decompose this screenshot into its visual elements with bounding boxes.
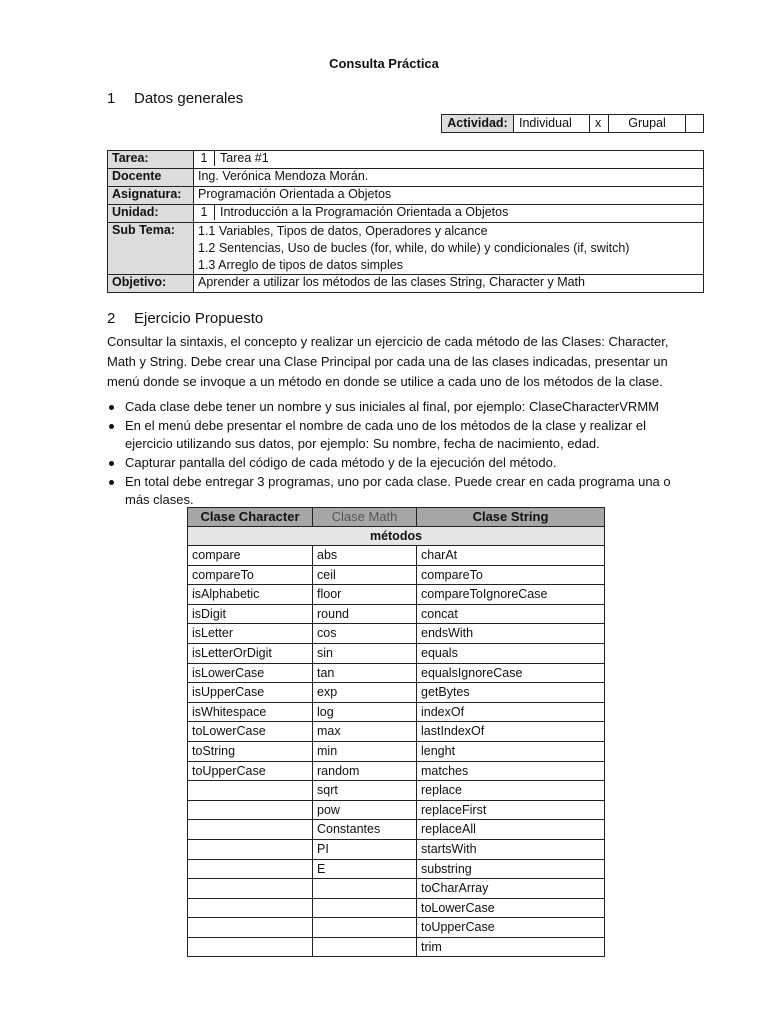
methods-table <box>187 507 605 957</box>
table-cell: PI <box>313 839 417 859</box>
table-row <box>188 918 605 938</box>
table-cell: trim <box>417 937 605 957</box>
table-cell: exp <box>313 683 417 703</box>
table-cell: substring <box>417 859 605 879</box>
actividad-grupal: Grupal <box>609 115 686 133</box>
table-cell: max <box>313 722 417 742</box>
row-docente <box>108 169 704 187</box>
table-cell: compareTo <box>417 565 605 585</box>
table-cell: compareTo <box>188 565 313 585</box>
table-cell <box>188 839 313 859</box>
table-cell: toUpperCase <box>417 918 605 938</box>
table-cell: lastIndexOf <box>417 722 605 742</box>
table-row <box>188 800 605 820</box>
tarea-value: Tarea #1 <box>220 151 269 165</box>
table-cell <box>188 898 313 918</box>
table-cell: toString <box>188 741 313 761</box>
section-number: 1 <box>107 90 116 107</box>
table-cell: lenght <box>417 741 605 761</box>
actividad-mark: x <box>590 115 609 133</box>
general-data-table <box>107 150 704 293</box>
list-item: Capturar pantalla del código de cada método y de la ejecución del método. <box>107 454 687 472</box>
table-row <box>188 604 605 624</box>
table-row <box>188 761 605 781</box>
table-cell: log <box>313 702 417 722</box>
actividad-grupal-mark <box>686 115 704 133</box>
table-cell: charAt <box>417 546 605 566</box>
table-row <box>188 781 605 801</box>
list-item: En el menú debe presentar el nombre de cada uno de los métodos de la clase y realizar el ejercicio utilizando sus datos, por ejemplo: Su nombre, fecha de nacimiento, edad. <box>107 417 687 453</box>
table-row <box>188 820 605 840</box>
subtema-key: Sub Tema: <box>108 223 194 275</box>
row-objetivo <box>108 275 704 293</box>
table-row <box>188 879 605 899</box>
row-asignatura <box>108 187 704 205</box>
table-cell: indexOf <box>417 702 605 722</box>
table-cell: compareToIgnoreCase <box>417 585 605 605</box>
table-cell: toLowerCase <box>417 898 605 918</box>
table-row <box>188 722 605 742</box>
asignatura-key: Asignatura: <box>108 187 194 205</box>
objetivo-value: Aprender a utilizar los métodos de las clases String, Character y Math <box>194 275 704 293</box>
table-cell: toUpperCase <box>188 761 313 781</box>
instructions-paragraph: Consultar la sintaxis, el concepto y realizar un ejercicio de cada método de las Clases: Character, Math y String. Debe crear una Clase Principal por cada una de las clases indicadas, presentar un menú donde se invoque a un método en donde se utilice a cada uno de los métodos de la clase. <box>107 334 669 389</box>
subtema-value <box>194 223 704 275</box>
header-string: Clase String <box>417 508 605 527</box>
table-cell: random <box>313 761 417 781</box>
list-item: En total debe entregar 3 programas, uno por cada clase. Puede crear en cada programa una o más clases. <box>107 473 687 509</box>
tarea-key: Tarea: <box>108 151 194 169</box>
table-cell: isLowerCase <box>188 663 313 683</box>
table-cell: tan <box>313 663 417 683</box>
table-cell <box>313 898 417 918</box>
section-number: 2 <box>107 310 116 327</box>
unidad-key: Unidad: <box>108 205 194 223</box>
table-cell: toLowerCase <box>188 722 313 742</box>
row-subtema <box>108 223 704 275</box>
table-row <box>188 683 605 703</box>
table-row <box>188 585 605 605</box>
methods-subheader-row <box>188 527 605 546</box>
table-cell: pow <box>313 800 417 820</box>
table-row <box>188 741 605 761</box>
unidad-value: Introducción a la Programación Orientada a Objetos <box>220 205 509 219</box>
table-cell <box>188 918 313 938</box>
subtema-line: 1.2 Sentencias, Uso de bucles (for, while, do while) y condicionales (if, switch) <box>198 241 630 255</box>
table-cell: equals <box>417 643 605 663</box>
table-cell <box>313 918 417 938</box>
table-cell <box>188 879 313 899</box>
subtema-line: 1.1 Variables, Tipos de datos, Operadores y alcance <box>198 224 488 238</box>
table-cell: min <box>313 741 417 761</box>
header-character: Clase Character <box>188 508 313 527</box>
unidad-num: 1 <box>194 205 215 220</box>
table-cell: getBytes <box>417 683 605 703</box>
table-cell: replaceAll <box>417 820 605 840</box>
subtema-line: 1.3 Arreglo de tipos de datos simples <box>198 258 403 272</box>
table-cell: isAlphabetic <box>188 585 313 605</box>
docente-value: Ing. Verónica Mendoza Morán. <box>194 169 704 187</box>
section-heading-ejercicio <box>107 310 263 327</box>
table-cell <box>188 800 313 820</box>
table-row <box>188 898 605 918</box>
table-cell: matches <box>417 761 605 781</box>
table-row <box>188 702 605 722</box>
table-cell <box>188 781 313 801</box>
table-cell: isDigit <box>188 604 313 624</box>
table-cell <box>313 937 417 957</box>
actividad-label: Actividad: <box>442 115 514 133</box>
table-cell: startsWith <box>417 839 605 859</box>
table-cell: round <box>313 604 417 624</box>
table-cell: Constantes <box>313 820 417 840</box>
table-cell: sin <box>313 643 417 663</box>
header-math: Clase Math <box>313 508 417 527</box>
table-cell <box>188 820 313 840</box>
table-cell: sqrt <box>313 781 417 801</box>
methods-header-row <box>188 508 605 527</box>
section-heading-datos-generales <box>107 90 243 107</box>
section-title: Datos generales <box>134 90 244 107</box>
table-row <box>188 663 605 683</box>
asignatura-value: Programación Orientada a Objetos <box>194 187 704 205</box>
table-cell: compare <box>188 546 313 566</box>
table-cell: concat <box>417 604 605 624</box>
table-cell: replace <box>417 781 605 801</box>
methods-subheader: métodos <box>188 527 605 546</box>
table-cell: isLetter <box>188 624 313 644</box>
row-unidad <box>108 205 704 223</box>
document-title: Consulta Práctica <box>329 56 439 71</box>
table-row <box>188 565 605 585</box>
table-row <box>188 546 605 566</box>
table-cell: E <box>313 859 417 879</box>
actividad-individual: Individual <box>514 115 590 133</box>
objetivo-key: Objetivo: <box>108 275 194 293</box>
table-cell: isWhitespace <box>188 702 313 722</box>
table-cell: replaceFirst <box>417 800 605 820</box>
list-item: Cada clase debe tener un nombre y sus iniciales al final, por ejemplo: ClaseCharacterVRMM <box>107 398 687 416</box>
row-tarea <box>108 151 704 169</box>
actividad-table <box>441 114 704 133</box>
table-row <box>188 839 605 859</box>
tarea-num: 1 <box>194 151 215 166</box>
bullet-list <box>107 398 687 510</box>
table-row <box>188 859 605 879</box>
table-cell: endsWith <box>417 624 605 644</box>
table-row <box>188 624 605 644</box>
table-cell <box>313 879 417 899</box>
table-cell <box>188 859 313 879</box>
table-cell: abs <box>313 546 417 566</box>
table-cell: ceil <box>313 565 417 585</box>
table-cell: cos <box>313 624 417 644</box>
table-row <box>188 643 605 663</box>
section-title: Ejercicio Propuesto <box>134 310 264 327</box>
table-cell <box>188 937 313 957</box>
methods-body <box>188 546 605 957</box>
table-cell: isUpperCase <box>188 683 313 703</box>
table-cell: floor <box>313 585 417 605</box>
docente-key: Docente <box>108 169 194 187</box>
table-cell: equalsIgnoreCase <box>417 663 605 683</box>
table-row <box>188 937 605 957</box>
table-cell: isLetterOrDigit <box>188 643 313 663</box>
table-cell: toCharArray <box>417 879 605 899</box>
